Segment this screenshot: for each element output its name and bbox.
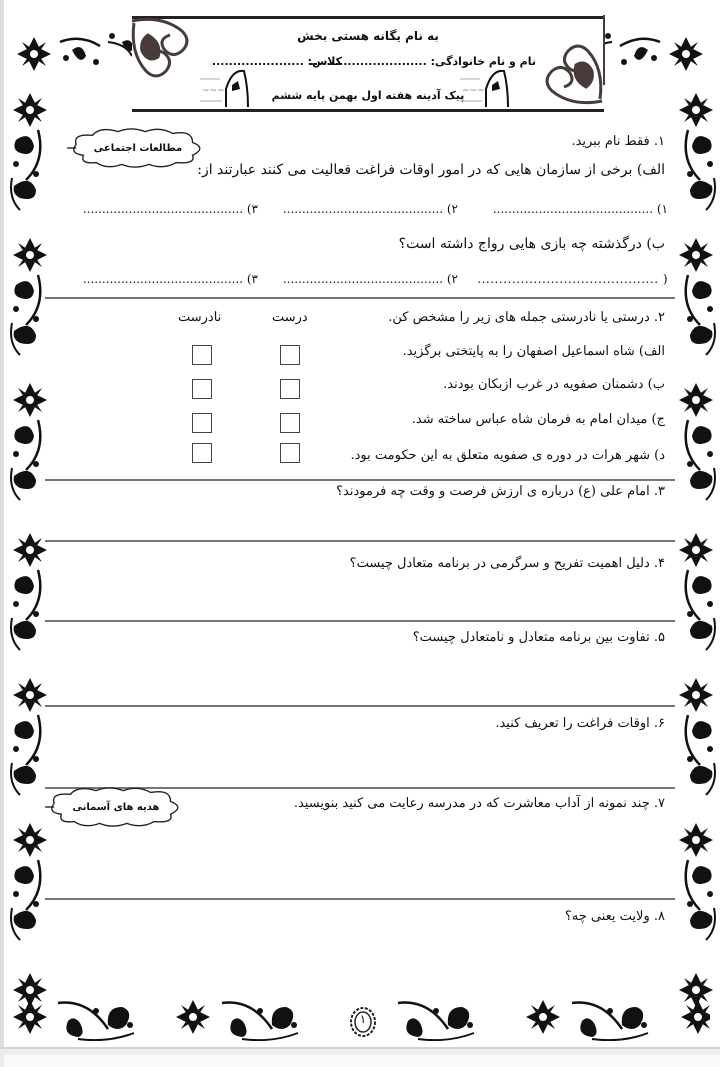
answer-1a-1[interactable]: ۱) .......................................... (492, 202, 668, 216)
question-1b-prompt: ب) درگذشته چه بازی هایی رواج داشته است؟ (398, 236, 665, 252)
section-divider (45, 479, 675, 481)
question-4-prompt: ۴. دلیل اهمیت تفریح و سرگرمی در برنامه متعادل چیست؟ (349, 556, 665, 571)
answer-1a-2[interactable]: ۲) .......................................... (282, 202, 458, 216)
badge-label: مطالعات اجتماعی (93, 143, 183, 154)
section-divider (45, 297, 675, 299)
section-divider (45, 705, 675, 707)
checkbox-b-false[interactable] (192, 379, 212, 399)
answer-1b-3[interactable]: ۳) .......................................... (82, 272, 258, 286)
answer-area-5[interactable] (60, 652, 660, 702)
badge-label: هدیه های آسمانی (72, 802, 160, 813)
statement-d: د) شهر هرات در دوره ی صفویه متعلق به این حکومت بود. (350, 448, 665, 463)
answer-1a-3[interactable]: ۳) .......................................... (82, 202, 258, 216)
question-7-prompt: ۷. چند نمونه از آداب معاشرت که در مدرسه رعایت می کنید بنویسید. (293, 796, 665, 811)
subject-badge-heavenly-gifts (36, 787, 196, 831)
ornamental-border-right-icon (672, 30, 718, 1010)
column-header-true: درست (272, 310, 308, 325)
section-divider (45, 898, 675, 900)
answer-area-4[interactable] (60, 578, 660, 618)
page-number-badge (349, 1006, 377, 1038)
worksheet-header (132, 16, 604, 112)
checkbox-a-true[interactable] (280, 345, 300, 365)
page-edge (0, 1047, 720, 1067)
student-name-field[interactable]: نام و نام خانوادگی: ............................ (309, 55, 536, 68)
answer-1b-1[interactable]: ( .......................................... (477, 272, 668, 286)
checkbox-b-true[interactable] (280, 379, 300, 399)
class-field[interactable]: کلاس: ...................... (211, 55, 342, 68)
checkbox-c-true[interactable] (280, 413, 300, 433)
question-8-prompt: ۸. ولایت یعنی چه؟ (564, 909, 665, 924)
svg-text:~~~: ~~~ (202, 86, 225, 96)
checkbox-a-false[interactable] (192, 345, 212, 365)
checkbox-c-false[interactable] (192, 413, 212, 433)
question-6-prompt: ۶. اوقات فراغت را تعریف کنید. (495, 716, 665, 731)
question-1-prompt: ۱. فقط نام ببرید. (571, 134, 665, 149)
statement-a: الف) شاه اسماعیل اصفهان را به پایتختی برگزید. (402, 344, 665, 359)
section-divider (45, 620, 675, 622)
worksheet-subtitle: پیک آدینه هفته اول بهمن پایه ششم (271, 89, 465, 102)
question-5-prompt: ۵. تفاوت بین برنامه متعادل و نامتعادل چیست؟ (412, 630, 665, 645)
question-3-prompt: ۳. امام علی (ع) درباره ی ارزش فرصت و وقت چه فرمودند؟ (336, 484, 665, 499)
bismillah-heading: به نام یگانه هستی بخش (297, 29, 439, 43)
answer-area-7[interactable] (60, 830, 660, 892)
ornamental-border-left-icon (8, 30, 54, 1010)
answer-area-8[interactable] (60, 932, 660, 987)
statement-b: ب) دشمنان صفویه در غرب ازبکان بودند. (443, 377, 665, 392)
subject-badge-social-studies (58, 128, 218, 172)
page-number: ۱ (359, 1012, 367, 1026)
question-1a-prompt: الف) برخی از سازمان هایی که در امور اوقات فراغت فعالیت می کنند عبارتند از: (197, 162, 665, 178)
statement-c: ج) میدان امام به فرمان شاه عباس ساخته شد. (411, 412, 665, 427)
checkbox-d-true[interactable] (280, 443, 300, 463)
column-header-false: نادرست (178, 310, 222, 325)
svg-text:~~~: ~~~ (462, 86, 485, 96)
section-divider (45, 540, 675, 542)
checkbox-d-false[interactable] (192, 443, 212, 463)
answer-area-6[interactable] (60, 738, 660, 783)
question-2-prompt: ۲. درستی یا نادرستی جمله های زیر را مشخص کن. (388, 310, 665, 325)
answer-1b-2[interactable]: ۲) .......................................... (282, 272, 458, 286)
